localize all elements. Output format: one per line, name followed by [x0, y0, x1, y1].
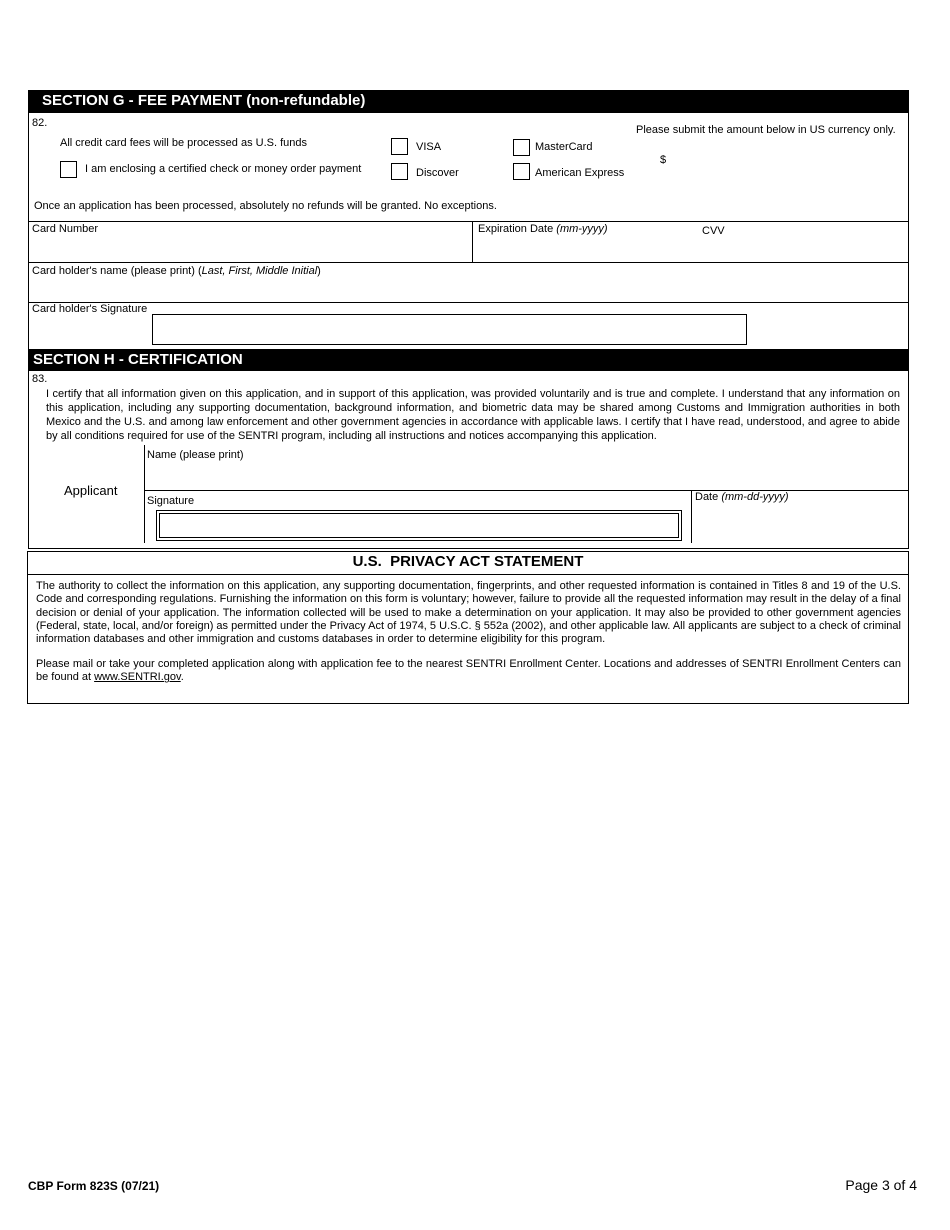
applicant-date-input[interactable] — [695, 508, 901, 538]
card-holder-name-label-text: Card holder's name (please print) ( — [32, 265, 202, 277]
section-h-title: SECTION H - CERTIFICATION — [33, 351, 243, 368]
applicant-date-format: (mm-dd-yyyy) — [721, 491, 789, 503]
applicant-label: Applicant — [64, 483, 118, 498]
applicant-date-label — [695, 491, 789, 504]
card-holder-name-label — [32, 265, 321, 278]
card-number-input[interactable] — [32, 238, 468, 260]
cvv-input[interactable] — [702, 240, 902, 260]
visa-checkbox[interactable] — [391, 138, 408, 155]
card-holder-signature-label: Card holder's Signature — [32, 303, 148, 315]
section-h-bottom-border — [28, 548, 909, 549]
form-left-border — [28, 113, 29, 549]
amex-checkbox[interactable] — [513, 163, 530, 180]
no-refund-note: Once an application has been processed, absolutely no refunds will be granted. No exceptions. — [34, 200, 497, 212]
card-holder-name-input[interactable] — [32, 280, 902, 300]
item-number-83: 83. — [32, 373, 48, 385]
divider — [691, 490, 692, 543]
privacy-paragraph-1: The authority to collect the information on this application, any supporting documentation, fingerprints, and other requested information is contained in Titles 8 and 19 of the U.S. Code and corresponding regulations. Furnishing the information on this form is voluntary; however, failure to provide all the requested information may result in the delay of a final decision or denial of your application. The information collected will be used to make a determination on your application. It may also be provided to other government agencies (Federal, state, local, and/or foreign) as permitted under the Privacy Act of 1974, 5 U.S.C. § 552a (2002), and other applicable law. All applicants are subject to a check of criminal information databases and other immigration and customs databases in order to determine eligibility for this program. — [36, 580, 901, 646]
privacy-act-title: U.S. PRIVACY ACT STATEMENT — [352, 553, 584, 570]
section-h-header — [28, 349, 909, 371]
applicant-date-label-text: Date — [695, 491, 719, 503]
applicant-signature-label: Signature — [147, 495, 195, 507]
privacy-paragraph-2-end: . — [180, 671, 184, 684]
card-holder-name-format: Last, First, Middle Initial — [201, 265, 318, 277]
section-g-header — [28, 90, 909, 113]
applicant-name-input[interactable] — [147, 464, 902, 486]
amex-label: American Express — [535, 167, 625, 179]
mastercard-checkbox[interactable] — [513, 139, 530, 156]
form-right-border — [908, 113, 909, 549]
applicant-signature-field[interactable] — [156, 510, 682, 541]
discover-checkbox[interactable] — [391, 163, 408, 180]
check-money-order-checkbox[interactable] — [60, 161, 77, 178]
card-number-label: Card Number — [32, 223, 99, 235]
sentri-website-link[interactable]: www.SENTRI.gov — [94, 671, 181, 684]
page-number: Page 3 of 4 — [845, 1177, 917, 1193]
divider — [28, 262, 909, 263]
currency-note: Please submit the amount below in US currency only. — [636, 124, 896, 136]
certification-text: I certify that all information given on this application, and in support of this application, was provided voluntarily and is true and complete. I understand that any information on this application, including any supporting documentation, background information, and biometric data may be shared among Customs and Immigration authorities in both Mexico and the U.S. and among law enforcement and other government agencies in accordance with applicable laws. I certify that I have read, understood, and agree to abide by all conditions required for use of the SENTRI program, including all instructions and notices accompanying this application. — [46, 388, 900, 442]
expiration-date-label — [478, 223, 608, 236]
section-g-title: SECTION G - FEE PAYMENT (non-refundable) — [42, 92, 366, 109]
dollar-sign: $ — [660, 154, 667, 166]
expiration-date-input[interactable] — [478, 238, 688, 260]
check-money-order-label: I am enclosing a certified check or money order payment — [85, 163, 362, 175]
item-number-82: 82. — [32, 117, 48, 129]
discover-label: Discover — [416, 167, 459, 179]
card-holder-name-label-close: ) — [317, 265, 321, 277]
form-id: CBP Form 823S (07/21) — [28, 1179, 160, 1193]
divider — [28, 302, 909, 303]
card-holder-signature-field[interactable] — [152, 314, 747, 345]
divider — [472, 221, 473, 262]
mastercard-label: MasterCard — [535, 141, 593, 153]
visa-label: VISA — [416, 141, 442, 153]
amount-input[interactable] — [670, 148, 870, 168]
funds-note: All credit card fees will be processed as U.S. funds — [60, 137, 308, 149]
expiration-date-label-text: Expiration Date — [478, 223, 554, 235]
applicant-name-label: Name (please print) — [147, 449, 244, 461]
privacy-paragraph-2-text: Please mail or take your completed application along with application fee to the nearest SENTRI Enrollment Center. Locations and addresses of SENTRI Enrollment Centers can be found at — [36, 658, 901, 684]
expiration-date-format: (mm-yyyy) — [556, 223, 608, 235]
divider — [144, 490, 909, 491]
divider — [144, 445, 145, 543]
divider — [28, 221, 909, 222]
privacy-paragraph-2 — [36, 658, 901, 685]
divider — [28, 574, 909, 575]
cvv-label: CVV — [702, 225, 725, 237]
